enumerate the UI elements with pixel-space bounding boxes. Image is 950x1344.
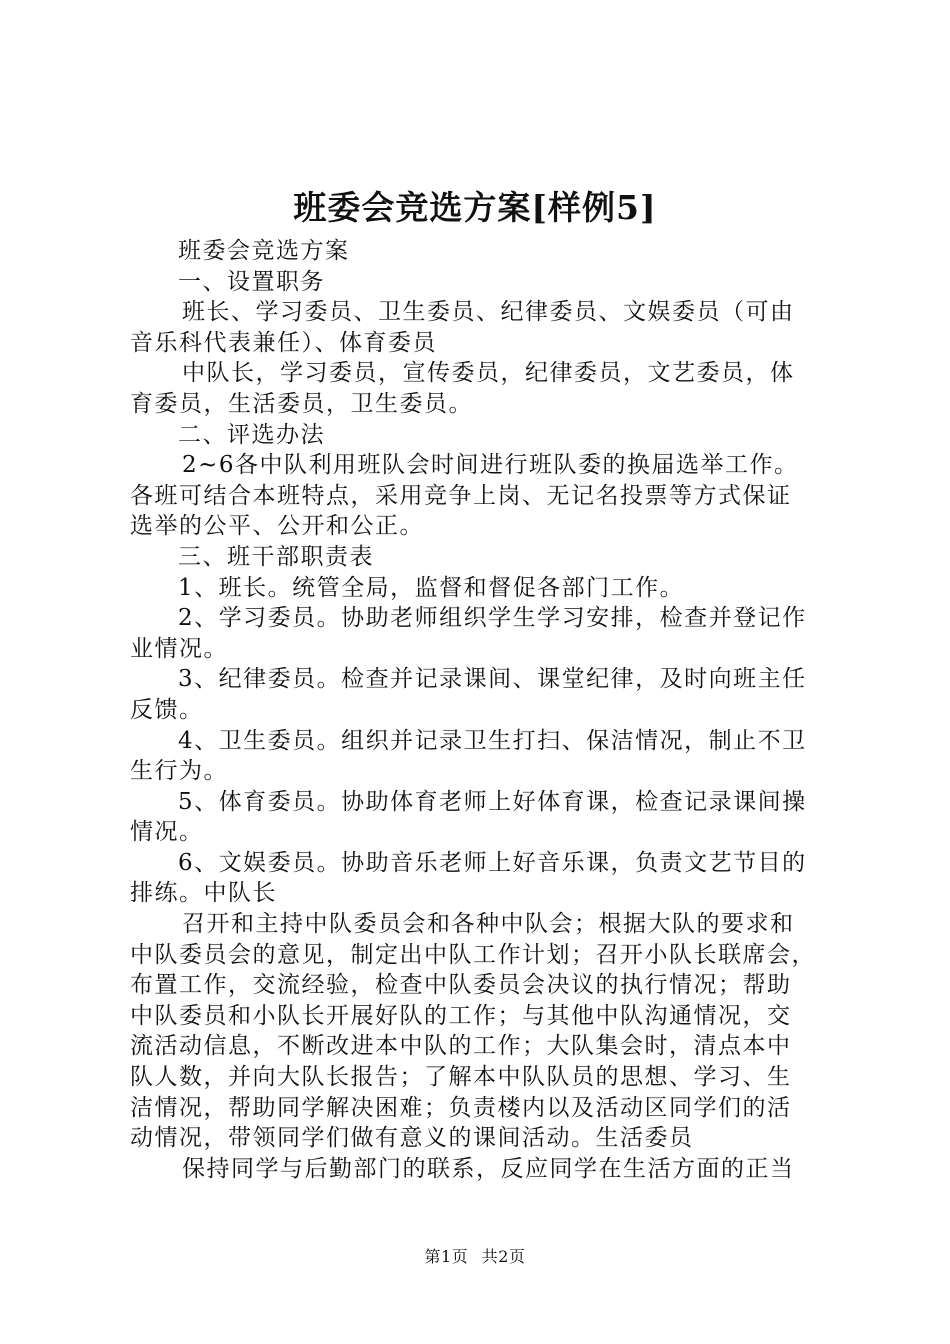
paragraph-line: 5、体育委员。协助体育老师上好体育课，检查记录课间操 <box>178 788 807 815</box>
paragraph-line: 育委员，生活委员，卫生委员。 <box>130 390 473 417</box>
paragraph-line: 布置工作，交流经验，检查中队委员会决议的执行情况；帮助 <box>130 972 792 999</box>
paragraph-line: 选举的公平、公开和公正。 <box>130 513 424 540</box>
paragraph-line: 1、班长。统管全局，监督和督促各部门工作。 <box>178 574 685 601</box>
document-title: 班委会竞选方案[样例5] <box>293 188 657 227</box>
paragraph-line: 动情况，带领同学们做有意义的课间活动。生活委员 <box>130 1125 694 1152</box>
paragraph-line: 班委会竞选方案 <box>178 238 350 264</box>
paragraph-line: 6、文娱委员。协助音乐老师上好音乐课，负责文艺节目的 <box>178 849 807 876</box>
paragraph-line: 各班可结合本班特点，采用竞争上岗、无记名投票等方式保证 <box>130 482 792 509</box>
paragraph-line: 2、学习委员。协助老师组织学生学习安排，检查并登记作 <box>178 605 807 632</box>
document-body <box>130 236 830 1184</box>
paragraph-line: 流活动信息，不断改进本中队的工作；大队集会时，清点本中 <box>130 1033 792 1060</box>
paragraph-line: 召开和主持中队委员会和各种中队会；根据大队的要求和 <box>182 911 795 938</box>
paragraph-line: 队人数，并向大队长报告；了解本中队队员的思想、学习、生 <box>130 1064 792 1091</box>
paragraph-line: 情况。 <box>130 819 204 846</box>
page-footer <box>0 1244 950 1267</box>
paragraph-line: 生行为。 <box>130 758 228 785</box>
paragraph-line: 二、评选办法 <box>178 421 325 448</box>
paragraph-line: 中队委员和小队长开展好队的工作；与其他中队沟通情况，交 <box>130 1002 792 1029</box>
paragraph-line: 反馈。 <box>130 696 204 723</box>
paragraph-line: 音乐科代表兼任）、体育委员 <box>130 329 437 356</box>
paragraph-line: 中队长，学习委员，宣传委员，纪律委员，文艺委员，体 <box>182 360 795 387</box>
page-number: 第1页 <box>424 1247 469 1266</box>
paragraph-line: 一、设置职务 <box>178 268 325 295</box>
paragraph-line: 三、班干部职责表 <box>178 543 374 570</box>
paragraph-line: 业情况。 <box>130 635 228 662</box>
paragraph-line: 4、卫生委员。组织并记录卫生打扫、保洁情况，制止不卫 <box>178 727 807 754</box>
paragraph-line: 排练。中队长 <box>130 880 277 907</box>
paragraph-line: 中队委员会的意见，制定出中队工作计划；召开小队长联席会， <box>130 941 816 968</box>
page-total: 共2页 <box>481 1247 526 1266</box>
paragraph-line: 3、纪律委员。检查并记录课间、课堂纪律，及时向班主任 <box>178 666 807 693</box>
paragraph-line: 保持同学与后勤部门的联系，反应同学在生活方面的正当 <box>182 1155 795 1182</box>
paragraph-line: 2~6各中队利用班队会时间进行班队委的换届选举工作。 <box>182 452 799 479</box>
paragraph-line: 洁情况，帮助同学解决困难；负责楼内以及活动区同学们的活 <box>130 1094 792 1121</box>
paragraph-line: 班长、学习委员、卫生委员、纪律委员、文娱委员（可由 <box>182 299 795 326</box>
